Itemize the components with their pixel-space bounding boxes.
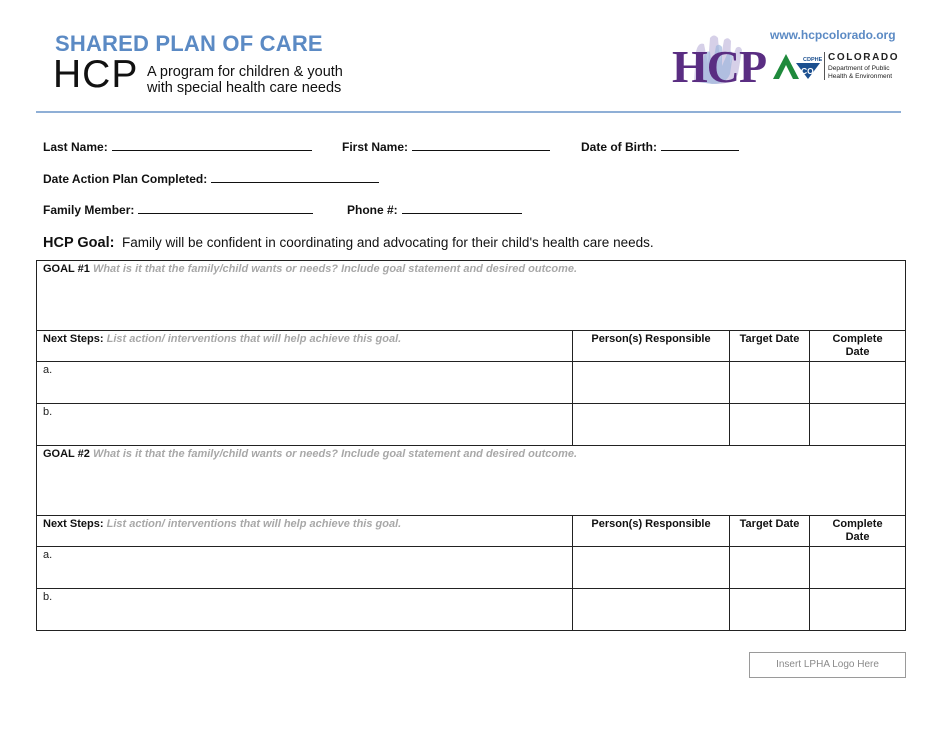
colorado-wordmark: COLORADO: [828, 52, 900, 63]
next-steps-label: Next Steps:: [43, 333, 104, 345]
last-name-field: [43, 140, 312, 154]
lpha-logo-placeholder: Insert LPHA Logo Here: [749, 652, 906, 678]
target-date-cell[interactable]: [730, 404, 810, 446]
header-divider: [36, 111, 901, 113]
goal-2-step-b-row: [37, 589, 906, 631]
persons-responsible-header: Person(s) Responsible: [573, 331, 730, 362]
cdphe-colorado-icon: [772, 52, 822, 80]
step-cell[interactable]: b.: [37, 404, 573, 446]
goal-1-row: [37, 261, 906, 331]
hcp-logo: [672, 34, 768, 90]
form-title: SHARED PLAN OF CARE: [55, 31, 323, 56]
complete-date-line-2: Date: [845, 531, 870, 543]
cdphe-text: CDPHE: [803, 57, 822, 63]
target-date-cell[interactable]: [730, 589, 810, 631]
logo-divider: [824, 52, 825, 80]
hcp-goal-label: HCP Goal:: [43, 235, 115, 251]
goal-2-cell[interactable]: [37, 446, 906, 516]
complete-date-header: [810, 331, 906, 362]
next-steps-hint: List action/ interventions that will help achieve this goal.: [106, 333, 402, 345]
dob-label: Date of Birth:: [581, 140, 657, 154]
next-steps-hint: List action/ interventions that will help achieve this goal.: [106, 518, 402, 530]
complete-date-line-2: Date: [845, 346, 870, 358]
complete-date-cell[interactable]: [810, 362, 906, 404]
family-member-input[interactable]: [138, 203, 313, 214]
hcp-goal-statement: [43, 235, 654, 251]
department-line-2: Health & Environment: [828, 72, 893, 80]
phone-label: Phone #:: [347, 203, 398, 217]
date-action-plan-label: Date Action Plan Completed:: [43, 172, 208, 186]
last-name-label: Last Name:: [43, 140, 108, 154]
complete-date-cell[interactable]: [810, 404, 906, 446]
complete-date-header: [810, 516, 906, 547]
target-date-header: Target Date: [730, 516, 810, 547]
plan-table: [36, 260, 906, 631]
target-date-header: Target Date: [730, 331, 810, 362]
family-member-label: Family Member:: [43, 203, 135, 217]
goal-1-step-a-row: [37, 362, 906, 404]
first-name-label: First Name:: [342, 140, 409, 154]
program-name: HCP: [53, 53, 139, 96]
goal-2-row: [37, 446, 906, 516]
family-member-field: [43, 203, 313, 217]
program-tagline: [147, 64, 343, 96]
tagline-line-1: A program for children & youth: [147, 64, 343, 80]
tagline-line-2: with special health care needs: [147, 80, 342, 96]
goal-2-label: GOAL #2: [43, 448, 90, 460]
goal-1-cell[interactable]: [37, 261, 906, 331]
step-cell[interactable]: a.: [37, 362, 573, 404]
complete-date-cell[interactable]: [810, 589, 906, 631]
hcp-goal-text: Family will be confident in coordinating and advocating for their child's health care needs.: [121, 235, 654, 250]
first-name-input[interactable]: [412, 140, 550, 151]
goal-2-steps-header: [37, 516, 906, 547]
persons-cell[interactable]: [573, 404, 730, 446]
target-date-cell[interactable]: [730, 547, 810, 589]
goal-1-next-steps-cell: [37, 331, 573, 362]
phone-field: [347, 203, 522, 217]
goal-1-step-b-row: [37, 404, 906, 446]
target-date-cell[interactable]: [730, 362, 810, 404]
first-name-field: [342, 140, 550, 154]
co-badge-text: CO: [801, 66, 814, 76]
goal-2-step-a-row: [37, 547, 906, 589]
goal-2-hint: What is it that the family/child wants or needs? Include goal statement and desired outcome.: [92, 448, 578, 460]
step-cell[interactable]: a.: [37, 547, 573, 589]
goal-1-hint: What is it that the family/child wants or needs? Include goal statement and desired outcome.: [92, 263, 578, 275]
persons-cell[interactable]: [573, 362, 730, 404]
department-line-1: Department of Public: [828, 65, 890, 72]
last-name-input[interactable]: [112, 140, 312, 151]
complete-date-line-1: Complete: [832, 518, 883, 530]
persons-cell[interactable]: [573, 589, 730, 631]
goal-2-next-steps-cell: [37, 516, 573, 547]
website-url[interactable]: www.hcpcolorado.org: [770, 28, 896, 42]
dob-field: [581, 140, 739, 154]
phone-input[interactable]: [402, 203, 522, 214]
persons-responsible-header: Person(s) Responsible: [573, 516, 730, 547]
step-cell[interactable]: b.: [37, 589, 573, 631]
complete-date-cell[interactable]: [810, 547, 906, 589]
next-steps-label: Next Steps:: [43, 518, 104, 530]
persons-cell[interactable]: [573, 547, 730, 589]
date-action-plan-input[interactable]: [211, 172, 379, 183]
hcp-logo-text: HCP: [672, 41, 767, 92]
date-action-plan-field: [43, 172, 379, 186]
goal-1-steps-header: [37, 331, 906, 362]
complete-date-line-1: Complete: [832, 333, 883, 345]
department-name: [828, 65, 892, 80]
goal-1-label: GOAL #1: [43, 263, 90, 275]
dob-input[interactable]: [661, 140, 739, 151]
